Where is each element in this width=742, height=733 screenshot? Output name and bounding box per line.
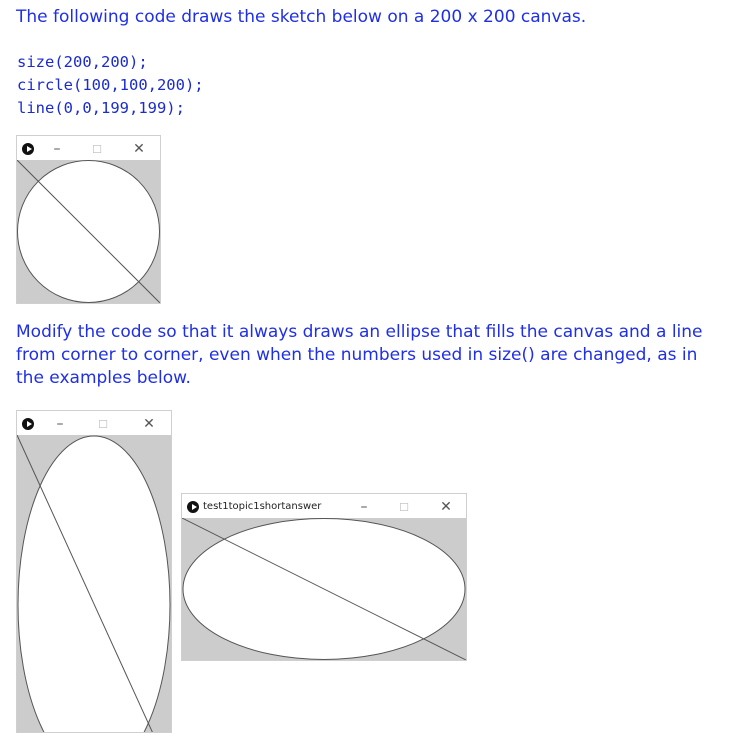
sketch-canvas	[182, 518, 466, 660]
close-icon[interactable]: ✕	[143, 416, 155, 432]
sketch-window-1	[16, 135, 161, 304]
code-block	[17, 51, 204, 120]
intro-text: The following code draws the sketch below on a 200 x 200 canvas.	[16, 7, 587, 27]
close-icon[interactable]: ✕	[133, 141, 145, 157]
title-bar[interactable]	[17, 136, 160, 161]
play-icon[interactable]	[187, 501, 199, 513]
ellipse-shape	[18, 436, 170, 732]
minimize-icon[interactable]: –	[360, 499, 368, 515]
instruction-text: Modify the code so that it always draws an ellipse that fills the canvas and a line from corner to corner, even when the numbers used in size() are changed, as in the examples below.	[16, 322, 703, 388]
close-icon[interactable]: ✕	[440, 499, 452, 515]
maximize-icon[interactable]: ☐	[98, 418, 108, 431]
sketch-canvas	[17, 435, 171, 732]
sketch-drawing	[17, 160, 160, 303]
sketch-canvas	[17, 160, 160, 303]
title-bar[interactable]	[182, 494, 466, 519]
maximize-icon[interactable]: ☐	[399, 501, 409, 514]
minimize-icon[interactable]: –	[56, 416, 64, 432]
sketch-drawing	[182, 518, 466, 660]
title-bar[interactable]	[17, 411, 171, 436]
code-line: size(200,200);	[17, 53, 148, 71]
play-icon[interactable]	[22, 143, 34, 155]
window-title: test1topic1shortanswer	[203, 501, 322, 512]
maximize-icon[interactable]: ☐	[92, 143, 102, 156]
minimize-icon[interactable]: –	[53, 141, 61, 157]
code-line: circle(100,100,200);	[17, 76, 204, 94]
code-line: line(0,0,199,199);	[17, 99, 185, 117]
play-icon[interactable]	[22, 418, 34, 430]
sketch-window-2	[16, 410, 172, 733]
sketch-drawing	[17, 435, 171, 732]
sketch-window-3	[181, 493, 467, 661]
